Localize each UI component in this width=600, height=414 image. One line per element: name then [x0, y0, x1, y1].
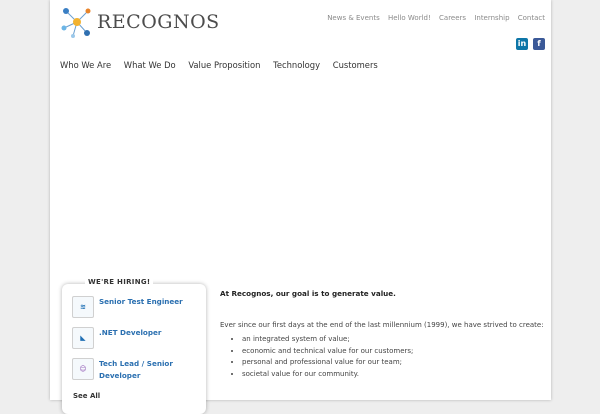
top-link-contact[interactable]: Contact [517, 14, 545, 22]
nav-item-value-proposition[interactable]: Value Proposition [188, 60, 261, 70]
linkedin-icon: in [517, 39, 527, 48]
tech-lead-icon: ☺ [72, 358, 94, 380]
test-engineer-icon: ≋ [72, 296, 94, 318]
nav-item-customers[interactable]: Customers [332, 60, 378, 70]
top-links [321, 14, 545, 22]
facebook-button[interactable] [533, 38, 545, 50]
logo[interactable] [60, 6, 220, 38]
intro-text: Ever since our first days at the end of the last millennium (1999), we have strived to create: [220, 321, 544, 329]
top-link-hello-world[interactable]: Hello World! [387, 14, 431, 22]
top-link-internship[interactable]: Internship [474, 14, 510, 22]
hiring-panel [62, 284, 206, 414]
see-all-link[interactable]: See All [73, 392, 101, 400]
top-link-news-events[interactable]: News & Events [327, 14, 380, 22]
goal-heading: At Recognos, our goal is to generate value. [220, 289, 396, 298]
page-container [50, 0, 551, 400]
main-nav [60, 60, 388, 70]
dotnet-icon: ◣ [72, 327, 94, 349]
nav-item-what-we-do[interactable]: What We Do [123, 60, 176, 70]
molecule-logo-icon [60, 6, 94, 38]
logo-text: RECOGNOS [97, 11, 220, 33]
top-link-careers[interactable]: Careers [439, 14, 467, 22]
list-item: • economic and technical value for our customers; [242, 346, 413, 358]
hiring-title: WE'RE HIRING! [85, 278, 153, 286]
list-item: • an integrated system of value; [242, 334, 413, 346]
list-item: • societal value for our community. [242, 369, 413, 381]
job-title[interactable]: Tech Lead / Senior Developer [99, 359, 173, 380]
job-title[interactable]: .NET Developer [99, 328, 162, 337]
nav-item-who-we-are[interactable]: Who We Are [60, 60, 112, 70]
facebook-icon: f [533, 38, 545, 50]
nav-item-technology[interactable]: Technology [273, 60, 321, 70]
job-title[interactable]: Senior Test Engineer [99, 297, 183, 306]
value-list [230, 334, 413, 380]
list-item: • personal and professional value for our team; [242, 357, 413, 369]
linkedin-button[interactable] [516, 38, 528, 50]
